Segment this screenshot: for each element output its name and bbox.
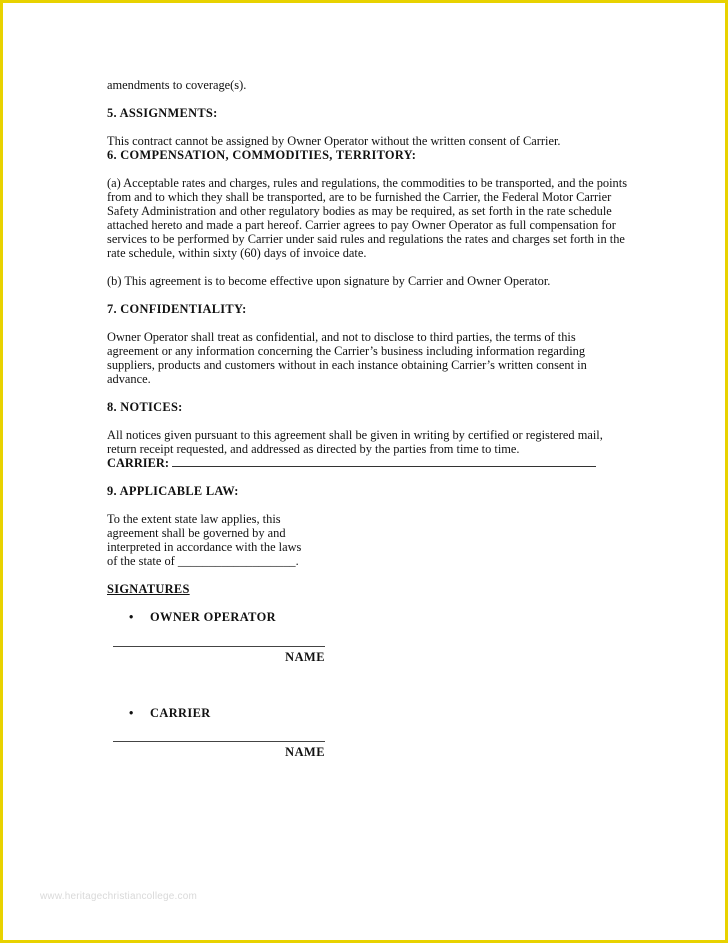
carrier-label: CARRIER: [107,456,169,470]
bullet-icon: • [129,706,134,720]
notices-heading: 8. NOTICES: [107,400,183,414]
owner-operator-name-label: NAME [285,650,325,664]
bullet-icon: • [129,610,134,624]
assignments-heading: 5. ASSIGNMENTS: [107,106,218,120]
compensation-para-b: (b) This agreement is to become effective upon signature by Carrier and Owner Operator. [107,274,551,288]
carrier-name-label: NAME [285,745,325,759]
law-line-4: of the state of ___________________. [107,554,299,568]
carrier-item [107,706,627,720]
confidentiality-body: Owner Operator shall treat as confidential, and not to disclose to third parties, the terms of this agreement or any information concerning the Carrier’s business including information regarding suppliers, products and customers without in each instance obtaining Carrier’s written consent in advance. [107,330,587,386]
law-line-1: To the extent state law applies, this [107,512,281,526]
law-line-2: agreement shall be governed by and [107,526,286,540]
carrier-blank-line [172,456,596,467]
spacer [107,260,627,274]
owner-operator-item [107,610,627,624]
applicable-law-body [107,512,322,568]
compensation-para-a: (a) Acceptable rates and charges, rules and regulations, the commodities to be transported, and the points from and to which they shall be transported, are to be furnished the Carrier, the Federal Motor Carrier Safety Administration and other regulatory bodies as may be required, as set forth in the rate schedule attached hereto and made a part hereof. Carrier agrees to pay Owner Operator as full compensation for services to be performed by Carrier under said rules and regulations the rates and charges set forth in the rate schedule, within sixty (60) days of invoice date. [107,176,628,260]
owner-operator-label: OWNER OPERATOR [150,610,276,624]
carrier-signature-line [107,456,627,470]
compensation-heading: 6. COMPENSATION, COMMODITIES, TERRITORY: [107,148,417,162]
notices-body: All notices given pursuant to this agreement shall be given in writing by certified or registered mail, return receipt requested, and addressed as directed by the parties from time to time. [107,428,603,456]
law-line-3: interpreted in accordance with the laws [107,540,302,554]
document-page [107,78,627,759]
intro-text: amendments to coverage(s). [107,78,247,92]
signatures-heading: SIGNATURES [107,582,190,596]
confidentiality-heading: 7. CONFIDENTIALITY: [107,302,247,316]
assignments-body: This contract cannot be assigned by Owner Operator without the written consent of Carrier. [107,134,561,148]
carrier-signature-line-rule [113,741,325,742]
carrier-signature-label: CARRIER [150,706,211,720]
watermark: www.heritagechristiancollege.com [40,891,198,902]
applicable-law-heading: 9. APPLICABLE LAW: [107,484,239,498]
owner-operator-signature-line [113,646,325,647]
